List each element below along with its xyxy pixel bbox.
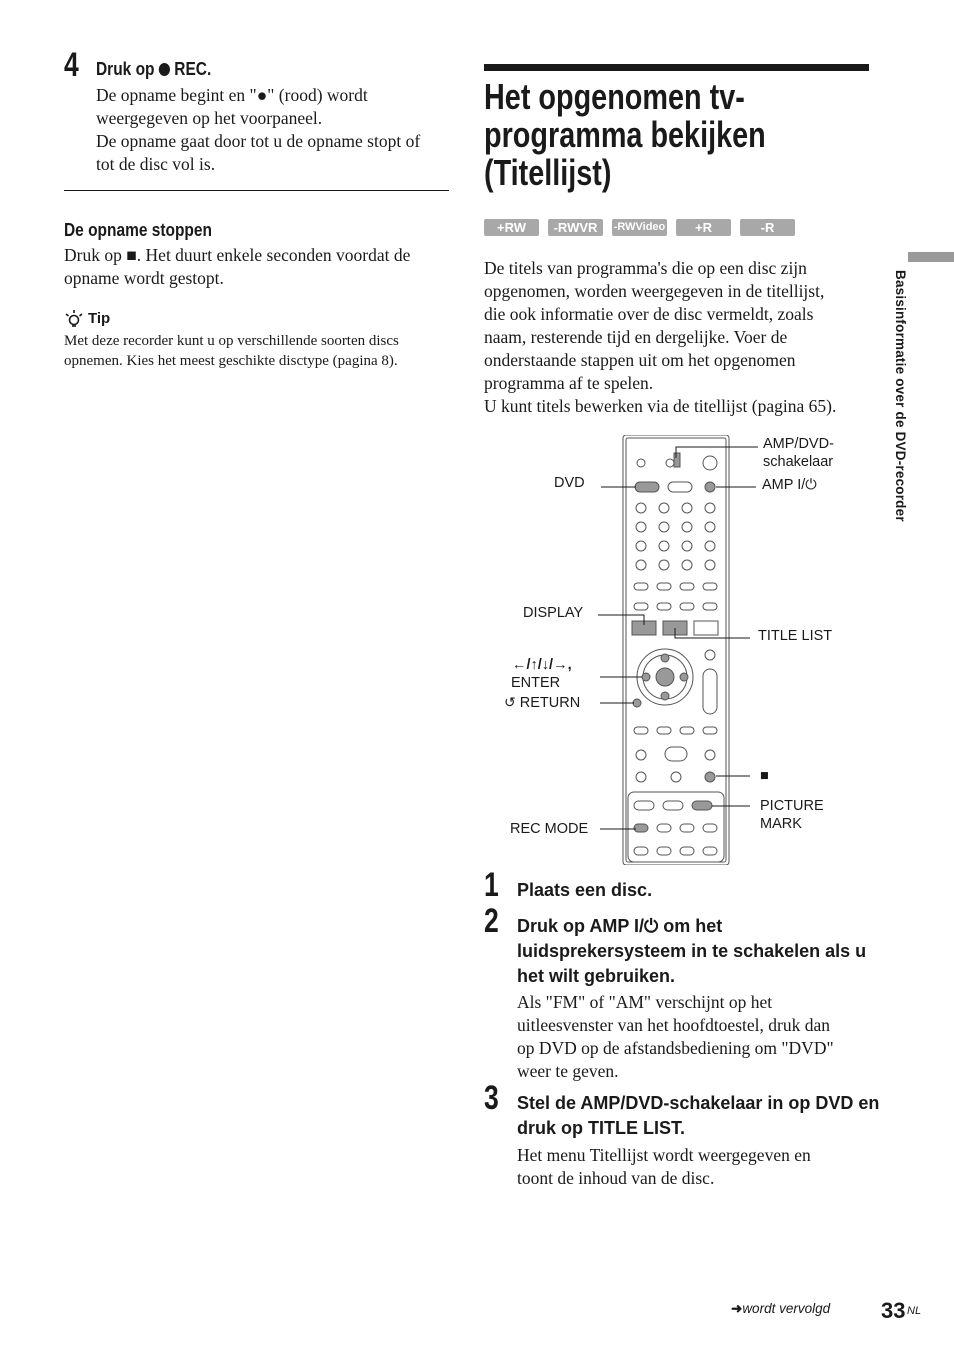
label-arrows: ←/↑/↓/→, — [512, 657, 572, 673]
intro-text: De titels van programma's die op een disc zijn opgenomen, worden weergegeven in de titellijst, die ook informatie over de disc vermeldt, zoals naam, resterende tijd en dergelijke. Voer de onderstaande stappen uit om het opgenomen programma af te spelen. U kunt titels bewerken via de titellijst (pagina 65). — [484, 258, 837, 416]
badge-plus-r: +R — [676, 219, 731, 236]
label-rec-mode: REC MODE — [510, 821, 589, 837]
label-title-list: TITLE LIST — [758, 628, 833, 644]
step-body: Het menu Titellijst wordt weergegeven en toont de inhoud van de disc. — [517, 1145, 811, 1188]
remote-control-illustration — [620, 435, 732, 865]
section-body: Druk op ■. Het duurt enkele seconden voordat de opname wordt gestopt. — [64, 245, 411, 288]
section-tab — [908, 252, 954, 262]
label-picture-mark: PICTURE MARK — [760, 798, 824, 832]
label-amp-power: AMP I/⏻ — [762, 477, 817, 493]
step-heading: Druk op AMP I/⏻ om het luidsprekersysteem in te schakelen als u het wilt gebruiken. — [517, 916, 867, 986]
step-number: 3 — [484, 1079, 499, 1117]
badge-minus-rw-vr: -RWVR — [548, 219, 603, 236]
step-heading: Stel de AMP/DVD-schakelaar in op DVD en druk op TITLE LIST. — [517, 1093, 880, 1138]
label-dvd: DVD — [554, 475, 585, 491]
badge-plus-rw: +RW — [484, 219, 539, 236]
label-amp-dvd-switch: AMP/DVD- schakelaar — [763, 436, 834, 470]
page-title: Het opgenomen tv- programma bekijken (Titellijst) — [484, 76, 766, 193]
tip-body: Met deze recorder kunt u op verschillende soorten discs opnemen. Kies het meest geschikte disctype (pagina 8). — [64, 333, 399, 369]
return-icon: ↺ — [504, 694, 516, 710]
record-dot-icon — [159, 63, 170, 76]
badge-minus-r: -R — [740, 219, 795, 236]
label-enter: ENTER — [511, 675, 561, 691]
step-heading: Plaats een disc. — [517, 880, 653, 900]
label-display: DISPLAY — [523, 605, 584, 621]
step-number: 2 — [484, 902, 499, 940]
step-number: 1 — [484, 866, 499, 904]
step-body: Als "FM" of "AM" verschijnt op het uitleesvenster van het hoofdtoestel, druk dan op DVD op de afstandsbediening om "DVD" weer te geven. — [517, 992, 834, 1081]
step-body: De opname begint en "●" (rood) wordt weergegeven op het voorpaneel. De opname gaat door tot u de opname stopt of tot de disc vol is. — [96, 85, 421, 174]
continued-note: ➜wordt vervolgd — [731, 1301, 831, 1316]
page-number: 33 — [881, 1298, 906, 1323]
badge-minus-rw-video: -RWVideo — [612, 219, 667, 236]
tip-label: Tip — [88, 310, 111, 327]
tip-icon — [64, 309, 84, 331]
page-language: NL — [907, 1305, 922, 1317]
section-heading: De opname stoppen — [64, 220, 212, 240]
arrow-right-icon: ➜ — [731, 1301, 743, 1316]
title-rule — [484, 64, 869, 71]
step-heading: Druk op REC. — [96, 59, 212, 79]
sidebar-section-label: Basisinformatie over de DVD-recorder — [893, 270, 908, 522]
step-number: 4 — [64, 46, 79, 84]
label-return: ↺ RETURN — [504, 694, 581, 711]
label-stop: ■ — [760, 768, 769, 784]
divider — [64, 190, 449, 191]
